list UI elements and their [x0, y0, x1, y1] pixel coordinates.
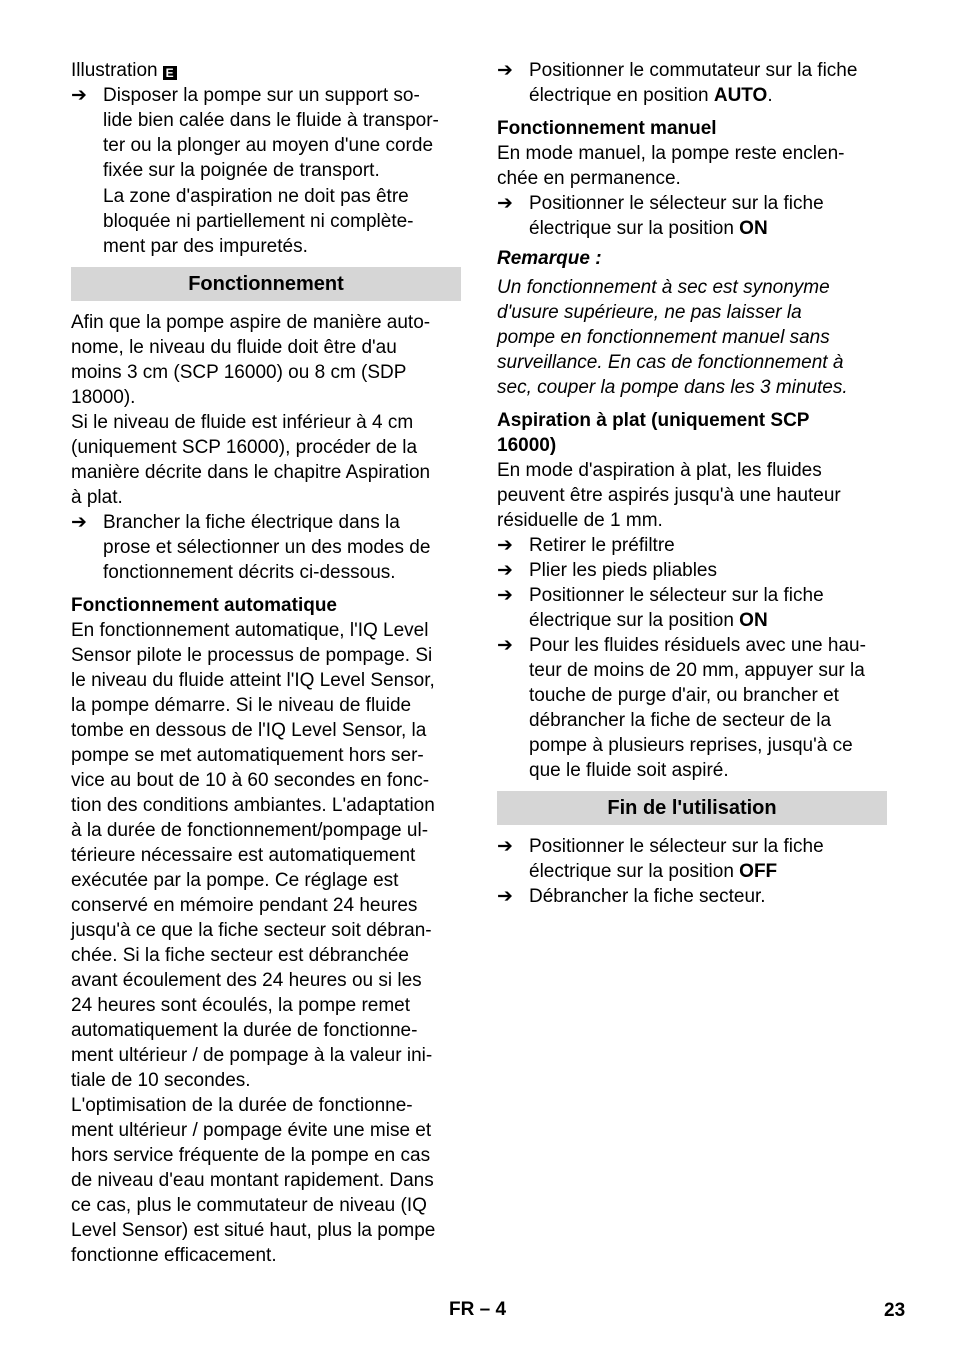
- text-line: Sensor pilote le processus de pompage. Si: [71, 645, 433, 666]
- bullet-selector-on-2: [497, 583, 887, 633]
- text-line: Pour les fluides résiduels avec une hau-: [529, 635, 866, 656]
- text-line: chée en permanence.: [497, 168, 681, 189]
- text-line: touche de purge d'air, ou brancher et: [529, 685, 839, 706]
- text-line: sec, couper la pompe dans les 3 minutes.: [497, 377, 848, 398]
- arrow-right-icon: ➔: [497, 193, 513, 214]
- subheading-flat-suction: [497, 408, 887, 458]
- left-column: [71, 58, 461, 1268]
- text-line: ment par des impuretés.: [103, 236, 308, 257]
- text-line: conservé en mémoire pendant 24 heures: [71, 895, 418, 916]
- text-line: fonctionne efficacement.: [71, 1245, 277, 1266]
- bullet-selector-off: [497, 834, 887, 884]
- text-line: Un fonctionnement à sec est synonyme: [497, 277, 830, 298]
- text-line: exécutée par la pompe. Ce réglage est: [71, 870, 399, 891]
- text-line: Plier les pieds pliables: [529, 560, 717, 581]
- note-title: Remarque :: [497, 248, 602, 269]
- text-line: [529, 608, 887, 633]
- text-line: ter ou la plonger au moyen d'une corde: [103, 135, 434, 156]
- text-line: surveillance. En cas de fonctionnement à: [497, 352, 844, 373]
- text-line: lide bien calée dans le fluide à transpor-: [103, 110, 439, 131]
- paragraph-auto: [71, 618, 461, 1268]
- mode-on-label: ON: [739, 610, 768, 631]
- text-line: térieure nécessaire est automatiquement: [71, 845, 416, 866]
- text-line: nome, le niveau du fluide doit être d'au: [71, 337, 397, 358]
- text-line: chée. Si la fiche secteur est débranchée: [71, 945, 409, 966]
- text-line: le niveau du fluide atteint l'IQ Level Sensor,: [71, 670, 435, 691]
- footer-language-page: FR – 4: [449, 1299, 507, 1320]
- text-line: la pompe démarre. Si le niveau de fluide: [71, 695, 412, 716]
- illustration-label: Illustration: [71, 60, 158, 81]
- text-line: pompe en fonctionnement manuel sans: [497, 327, 830, 348]
- section-heading-fin-utilisation: Fin de l'utilisation: [497, 791, 887, 825]
- text-line: Brancher la fiche électrique dans la: [103, 512, 400, 533]
- footer-page-number: 23: [884, 1300, 906, 1321]
- text-line: teur de moins de 20 mm, appuyer sur la: [529, 660, 865, 681]
- text-fragment: .: [767, 85, 773, 106]
- subheading-manual: Fonctionnement manuel: [497, 118, 717, 139]
- bullet-switch-auto: [497, 58, 887, 108]
- text-line: pompe se met automatiquement hors ser-: [71, 745, 424, 766]
- paragraph-fluid-level: [71, 310, 461, 510]
- text-line: Disposer la pompe sur un support so-: [103, 85, 420, 106]
- right-column: [497, 58, 887, 909]
- text-line: vice au bout de 10 à 60 secondes en fonc-: [71, 770, 430, 791]
- text-line: 16000): [497, 435, 557, 456]
- bullet-remove-prefilter: [497, 533, 887, 558]
- arrow-right-icon: ➔: [71, 85, 87, 106]
- text-line: [529, 859, 887, 884]
- text-line: peuvent être aspirés jusqu'à une hauteur: [497, 485, 841, 506]
- text-line: ce cas, plus le commutateur de niveau (IQ: [71, 1195, 427, 1216]
- bullet-place-pump: [71, 83, 461, 183]
- text-line: [529, 83, 887, 108]
- bullet-residual-fluids: [497, 633, 887, 783]
- text-line: En fonctionnement automatique, l'IQ Level: [71, 620, 429, 641]
- section-heading-fonctionnement: Fonctionnement: [71, 267, 461, 301]
- text-line: prose et sélectionner un des modes de: [103, 537, 431, 558]
- text-line: Si le niveau de fluide est inférieur à 4 cm: [71, 412, 414, 433]
- text-line: Aspiration à plat (uniquement SCP: [497, 410, 810, 431]
- text-fragment: électrique sur la position: [529, 610, 740, 631]
- arrow-right-icon: ➔: [71, 512, 87, 533]
- text-line: à plat.: [71, 487, 123, 508]
- mode-on-label: ON: [739, 218, 768, 239]
- text-line: tombe en dessous de l'IQ Level Sensor, la: [71, 720, 427, 741]
- arrow-right-icon: ➔: [497, 585, 513, 606]
- bullet-selector-on: [497, 191, 887, 241]
- text-line: tion des conditions ambiantes. L'adaptation: [71, 795, 435, 816]
- bullet-unplug: [497, 884, 887, 909]
- text-line: Positionner le sélecteur sur la fiche: [529, 193, 824, 214]
- text-line: ment ultérieur / de pompage à la valeur ini-: [71, 1045, 433, 1066]
- text-line: avant écoulement des 24 heures ou si les: [71, 970, 422, 991]
- text-line: L'optimisation de la durée de fonctionne-: [71, 1095, 413, 1116]
- subheading-auto: Fonctionnement automatique: [71, 595, 337, 616]
- text-line: fonctionnement décrits ci-dessous.: [103, 562, 396, 583]
- bullet-fold-feet: [497, 558, 887, 583]
- text-line: Afin que la pompe aspire de manière auto-: [71, 312, 431, 333]
- text-line: Positionner le commutateur sur la fiche: [529, 60, 858, 81]
- text-line: Positionner le sélecteur sur la fiche: [529, 585, 824, 606]
- text-line: manière décrite dans le chapitre Aspiration: [71, 462, 431, 483]
- text-line: pompe à plusieurs reprises, jusqu'à ce: [529, 735, 853, 756]
- illustration-e-icon: E: [163, 66, 177, 80]
- text-line: [529, 216, 887, 241]
- text-line: En mode d'aspiration à plat, les fluides: [497, 460, 822, 481]
- text-line: bloquée ni partiellement ni complète-: [103, 211, 414, 232]
- text-line: 24 heures sont écoulés, la pompe remet: [71, 995, 411, 1016]
- text-line: d'usure supérieure, ne pas laisser la: [497, 302, 802, 323]
- text-line: Level Sensor) est situé haut, plus la pompe: [71, 1220, 436, 1241]
- intake-note: [71, 184, 461, 259]
- text-line: ment ultérieur / pompage évite une mise et: [71, 1120, 432, 1141]
- bullet-plug-in: [71, 510, 461, 585]
- text-line: Positionner le sélecteur sur la fiche: [529, 836, 824, 857]
- note-paragraph: [497, 275, 887, 400]
- arrow-right-icon: ➔: [497, 60, 513, 81]
- paragraph-manual: [497, 141, 887, 191]
- text-fragment: électrique en position: [529, 85, 714, 106]
- text-line: automatiquement la durée de fonctionne-: [71, 1020, 418, 1041]
- mode-off-label: OFF: [739, 861, 778, 882]
- text-line: tiale de 10 secondes.: [71, 1070, 251, 1091]
- arrow-right-icon: ➔: [497, 535, 513, 556]
- illustration-ref-line: [71, 58, 461, 83]
- text-fragment: électrique sur la position: [529, 218, 740, 239]
- text-line: jusqu'à ce que la fiche secteur soit débran-: [71, 920, 432, 941]
- arrow-right-icon: ➔: [497, 635, 513, 656]
- text-line: La zone d'aspiration ne doit pas être: [103, 186, 409, 207]
- text-line: à la durée de fonctionnement/pompage ul-: [71, 820, 429, 841]
- text-line: de niveau d'eau montant rapidement. Dans: [71, 1170, 434, 1191]
- text-line: (uniquement SCP 16000), procéder de la: [71, 437, 418, 458]
- text-line: résiduelle de 1 mm.: [497, 510, 663, 531]
- arrow-right-icon: ➔: [497, 560, 513, 581]
- mode-auto-label: AUTO: [713, 85, 768, 106]
- text-line: que le fluide soit aspiré.: [529, 760, 729, 781]
- text-line: Débrancher la fiche secteur.: [529, 886, 766, 907]
- text-line: moins 3 cm (SCP 16000) ou 8 cm (SDP: [71, 362, 407, 383]
- text-line: 18000).: [71, 387, 136, 408]
- text-line: En mode manuel, la pompe reste enclen-: [497, 143, 845, 164]
- text-fragment: électrique sur la position: [529, 861, 740, 882]
- text-line: Retirer le préfiltre: [529, 535, 675, 556]
- text-line: fixée sur la poignée de transport.: [103, 160, 380, 181]
- text-line: hors service fréquente de la pompe en cas: [71, 1145, 431, 1166]
- arrow-right-icon: ➔: [497, 886, 513, 907]
- arrow-right-icon: ➔: [497, 836, 513, 857]
- text-line: débrancher la fiche de secteur de la: [529, 710, 832, 731]
- paragraph-flat-suction: [497, 458, 887, 533]
